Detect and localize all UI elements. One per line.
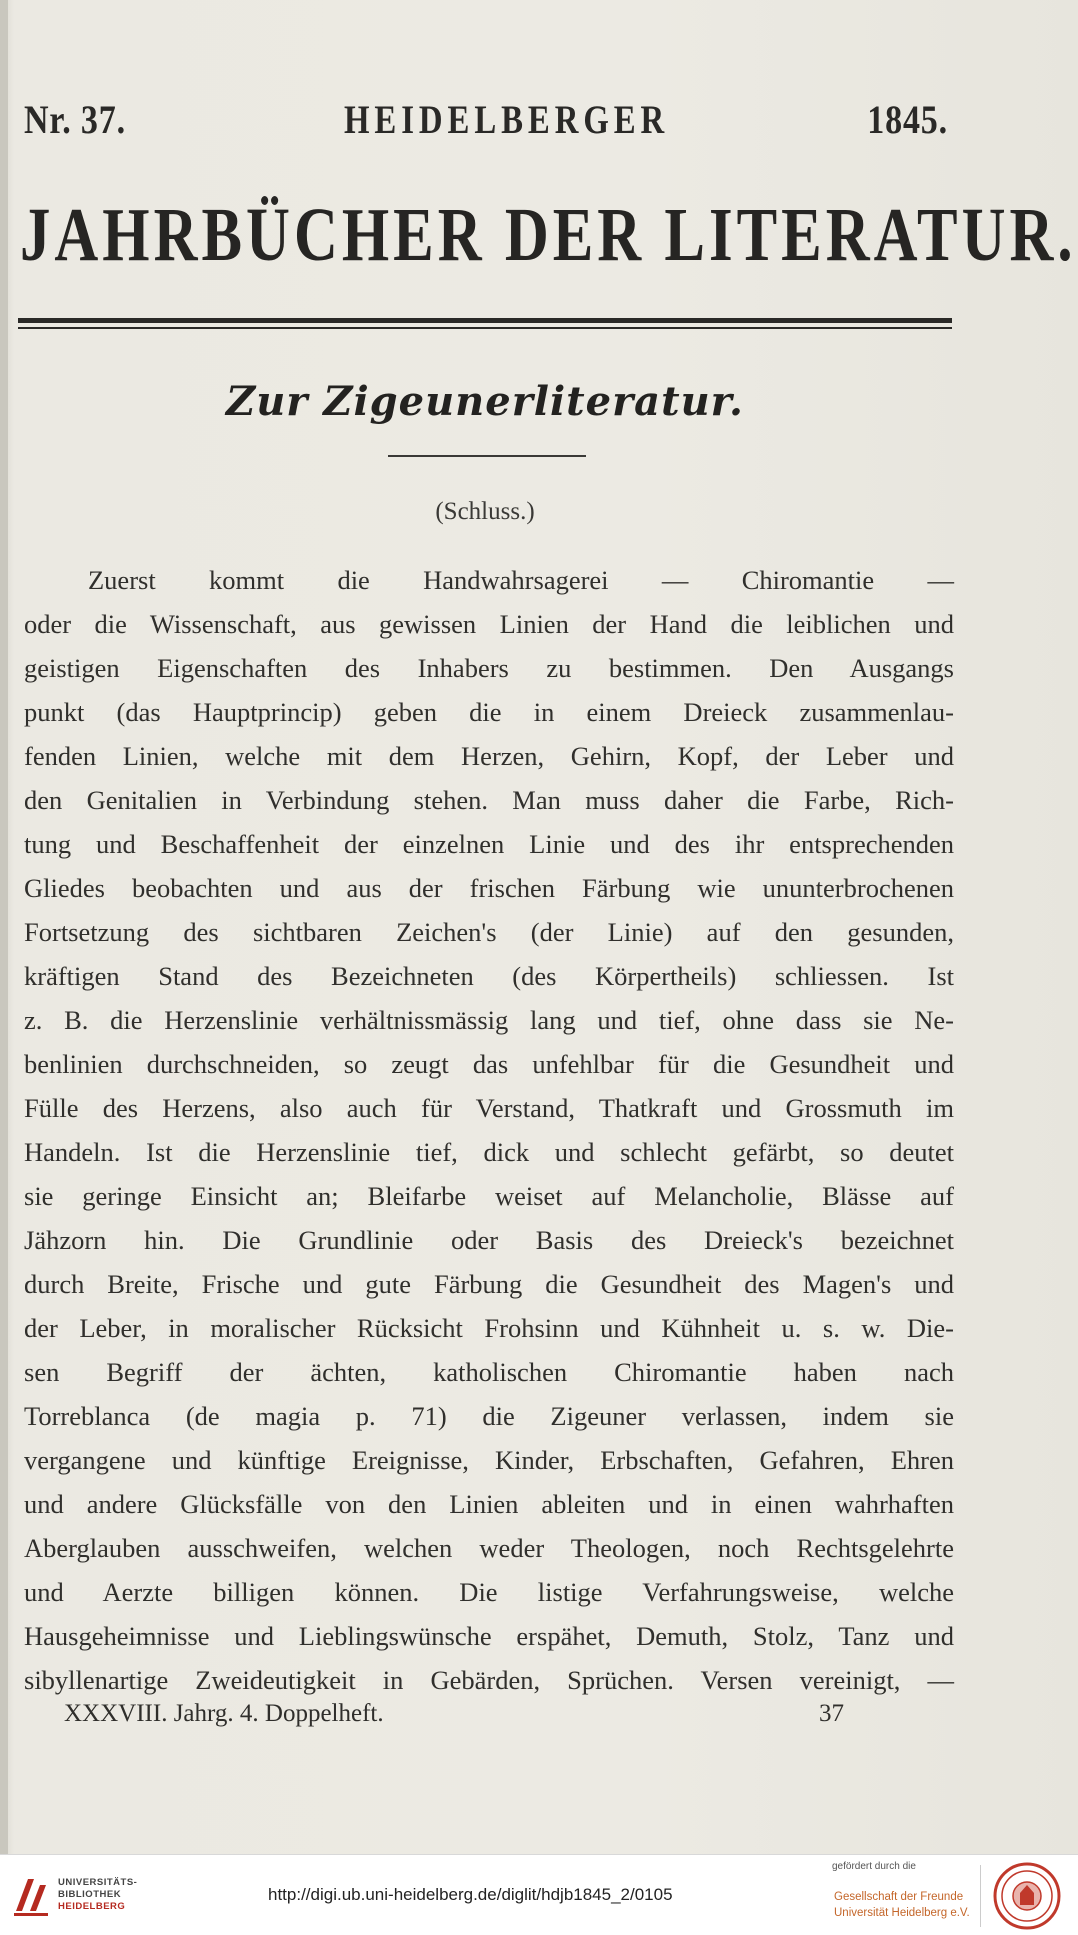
sponsor-line1: Gesellschaft der Freunde (834, 1891, 964, 1903)
header-rule-thick (18, 318, 952, 323)
body-line: punkt (das Hauptprincip) geben die in einem Dreieck zusammenlau- (24, 697, 954, 727)
body-line: Zuerst kommt die Handwahrsagerei — Chiromantie — (88, 565, 954, 595)
body-line: der Leber, in moralischer Rücksicht Frohsinn und Kühnheit u. s. w. Die- (24, 1313, 954, 1343)
masthead-title: JAHRBÜCHER DER LITERATUR. (20, 193, 1077, 277)
viewer-footer-bar (0, 1854, 1078, 1935)
body-line: oder die Wissenschaft, aus gewissen Linien der Hand die leiblichen und (24, 609, 954, 639)
body-line: und andere Glücksfälle von den Linien ableiten und in einen wahrhaften (24, 1489, 954, 1519)
body-line: sibyllenartige Zweideutigkeit in Gebärden, Sprüchen. Versen vereinigt, — (24, 1665, 954, 1695)
body-line: z. B. die Herzenslinie verhältnissmässig lang und tief, ohne dass sie Ne- (24, 1005, 954, 1035)
body-line: Gliedes beobachten und aus der frischen Färbung wie ununterbrochenen (24, 873, 954, 903)
body-line: sen Begriff der ächten, katholischen Chiromantie haben nach (24, 1357, 954, 1387)
body-line: Handeln. Ist die Herzenslinie tief, dick und schlecht gefärbt, so deutet (24, 1137, 954, 1167)
journal-header (24, 96, 948, 146)
permalink-url[interactable]: http://digi.ub.uni-heidelberg.de/diglit/hdjb1845_2/0105 (268, 1885, 673, 1904)
journal-name: HEIDELBERGER (344, 97, 670, 142)
article-title: Zur Zigeunerliteratur. (226, 378, 744, 425)
library-name (58, 1877, 137, 1913)
sponsor-name[interactable] (834, 1889, 970, 1921)
body-line: sie geringe Einsicht an; Bleifarbe weiset auf Melancholie, Blässe auf (24, 1181, 954, 1211)
signature-mark: XXXVIII. Jahrg. 4. Doppelheft. (64, 1700, 384, 1727)
page-number: 37 (819, 1700, 844, 1727)
library-logo-icon[interactable] (10, 1871, 52, 1919)
body-line: kräftigen Stand des Bezeichneten (des Körpertheils) schliessen. Ist (24, 961, 954, 991)
article-subtitle: (Schluss.) (435, 498, 535, 525)
header-rule-thin (18, 327, 952, 329)
library-name-line1: UNIVERSITÄTS- (58, 1877, 138, 1888)
library-name-line2: BIBLIOTHEK (58, 1889, 122, 1900)
sponsor-label: gefördert durch die (832, 1861, 916, 1872)
issue-year: 1845. (867, 97, 948, 142)
sponsor-line2: Universität Heidelberg e.V. (834, 1907, 970, 1919)
body-line: Jähzorn hin. Die Grundlinie oder Basis des Dreieck's bezeichnet (24, 1225, 954, 1255)
page-spine-shadow (0, 0, 8, 1854)
body-line: Hausgeheimnisse und Lieblingswünsche erspähet, Demuth, Stolz, Tanz und (24, 1621, 954, 1651)
body-line: den Genitalien in Verbindung stehen. Man muss daher die Farbe, Rich- (24, 785, 954, 815)
library-name-line3: HEIDELBERG (58, 1901, 126, 1912)
page-footer (64, 1700, 844, 1736)
body-line: Torreblanca (de magia p. 71) die Zigeuner verlassen, indem sie (24, 1401, 954, 1431)
issue-number: Nr. 37. (24, 97, 126, 142)
body-line: geistigen Eigenschaften des Inhabers zu bestimmen. Den Ausgangs (24, 653, 954, 683)
body-line: und Aerzte billigen können. Die listige Verfahrungsweise, welche (24, 1577, 954, 1607)
body-line: Aberglauben ausschweifen, welchen weder Theologen, noch Rechtsgelehrte (24, 1533, 954, 1563)
footer-divider (980, 1865, 981, 1927)
body-line: durch Breite, Frische und gute Färbung die Gesundheit des Magen's und (24, 1269, 954, 1299)
university-seal-icon (992, 1861, 1062, 1931)
body-line: Fortsetzung des sichtbaren Zeichen's (der Linie) auf den gesunden, (24, 917, 954, 947)
body-line: tung und Beschaffenheit der einzelnen Linie und des ihr entsprechenden (24, 829, 954, 859)
body-line: fenden Linien, welche mit dem Herzen, Gehirn, Kopf, der Leber und (24, 741, 954, 771)
body-line: benlinien durchschneiden, so zeugt das unfehlbar für die Gesundheit und (24, 1049, 954, 1079)
body-line: Fülle des Herzens, also auch für Verstand, Thatkraft und Grossmuth im (24, 1093, 954, 1123)
body-line: vergangene und künftige Ereignisse, Kinder, Erbschaften, Gefahren, Ehren (24, 1445, 954, 1475)
title-divider (388, 455, 586, 457)
